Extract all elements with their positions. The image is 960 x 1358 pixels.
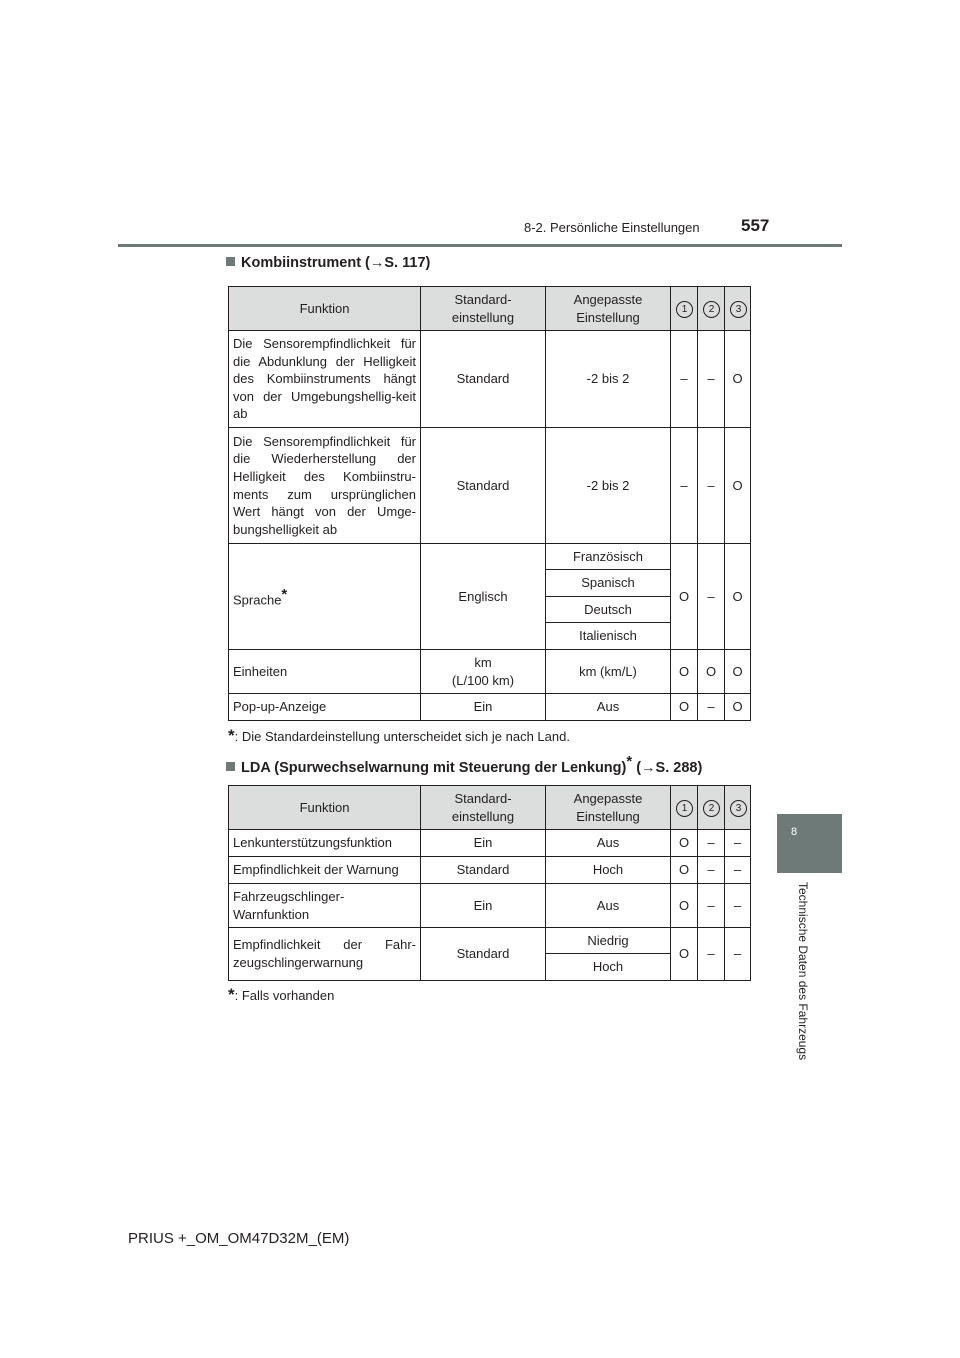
table-row bbox=[229, 650, 751, 694]
cell-funktion bbox=[229, 544, 421, 650]
square-bullet-icon bbox=[226, 762, 235, 771]
cell-funktion: Fahrzeugschlinger- Warnfunktion bbox=[229, 884, 421, 928]
chapter-tab bbox=[777, 814, 842, 873]
cell-option: Deutsch bbox=[546, 597, 671, 623]
section-heading-text: LDA (Spurwechselwarnung mit Steuerung der Lenkung) bbox=[241, 759, 627, 776]
col-header-1 bbox=[671, 786, 698, 830]
cell-funktion: Einheiten bbox=[229, 650, 421, 694]
footnote-standard-setting bbox=[228, 726, 570, 746]
col-header-angepasst: Angepasste Einstellung bbox=[546, 786, 671, 830]
col-header-3 bbox=[725, 786, 751, 830]
document-code: PRIUS +_OM_OM47D32M_(EM) bbox=[128, 1230, 350, 1247]
section-heading-lda bbox=[226, 753, 702, 776]
circled-number-1: 1 bbox=[676, 301, 693, 318]
cell-angepasst: Aus bbox=[546, 694, 671, 721]
cell-option: Französisch bbox=[546, 544, 671, 570]
section-heading-text: Kombiinstrument (→S. 117) bbox=[241, 255, 431, 271]
cell-2: – bbox=[698, 830, 725, 857]
footnote-marker: * bbox=[626, 753, 633, 770]
cell-angepasst: Aus bbox=[546, 884, 671, 928]
cell-angepasst: -2 bis 2 bbox=[546, 331, 671, 428]
cell-funktion: Empfindlichkeit der Warnung bbox=[229, 857, 421, 884]
col-header-funktion: Funktion bbox=[229, 287, 421, 331]
table-row bbox=[229, 830, 751, 857]
cell-1: O bbox=[671, 884, 698, 928]
table-row bbox=[229, 428, 751, 544]
table-row bbox=[229, 884, 751, 928]
cell-2: – bbox=[698, 331, 725, 428]
page-number: 557 bbox=[741, 216, 770, 235]
cell-1: O bbox=[671, 857, 698, 884]
col-header-1 bbox=[671, 287, 698, 331]
circled-number-1: 1 bbox=[676, 800, 693, 817]
chapter-label: Technische Daten des Fahrzeugs bbox=[796, 882, 810, 1061]
footnote-marker: * bbox=[281, 585, 288, 603]
header-divider bbox=[118, 244, 842, 247]
cell-3: – bbox=[725, 884, 751, 928]
cell-2: – bbox=[698, 884, 725, 928]
table-row bbox=[229, 544, 751, 570]
cell-funktion: Pop-up-Anzeige bbox=[229, 694, 421, 721]
cell-1: O bbox=[671, 544, 698, 650]
table-row bbox=[229, 928, 751, 954]
circled-number-2: 2 bbox=[703, 301, 720, 318]
cell-3: O bbox=[725, 544, 751, 650]
cell-funktion: Lenkunterstützungsfunktion bbox=[229, 830, 421, 857]
col-header-standard: Standard- einstellung bbox=[421, 287, 546, 331]
cell-standard: Standard bbox=[421, 428, 546, 544]
cell-1: – bbox=[671, 428, 698, 544]
cell-angepasst: Aus bbox=[546, 830, 671, 857]
chapter-number: 8 bbox=[791, 826, 798, 838]
circled-number-3: 3 bbox=[730, 301, 747, 318]
cell-3: O bbox=[725, 694, 751, 721]
cell-3: O bbox=[725, 428, 751, 544]
cell-funktion-text: Sprache bbox=[233, 591, 282, 607]
cell-option: Hoch bbox=[546, 954, 671, 981]
cell-3: – bbox=[725, 857, 751, 884]
table-row bbox=[229, 857, 751, 884]
cell-standard: Standard bbox=[421, 857, 546, 884]
cell-standard: Ein bbox=[421, 884, 546, 928]
cell-3: O bbox=[725, 650, 751, 694]
circled-number-2: 2 bbox=[703, 800, 720, 817]
footnote-asterisk: * bbox=[228, 726, 235, 745]
settings-table-lda bbox=[228, 785, 751, 981]
cell-funktion: Die Sensorempfindlichkeit für die Abdunklung der Helligkeit des Kombiinstruments hängt von der Umgebungshellig-keit ab bbox=[229, 331, 421, 428]
cell-angepasst: km (km/L) bbox=[546, 650, 671, 694]
cell-3: – bbox=[725, 830, 751, 857]
cell-2: – bbox=[698, 857, 725, 884]
cell-2: – bbox=[698, 694, 725, 721]
footnote-asterisk: * bbox=[228, 985, 235, 1004]
table-header-row bbox=[229, 287, 751, 331]
cell-2: – bbox=[698, 928, 725, 981]
cell-standard: Ein bbox=[421, 694, 546, 721]
cell-1: – bbox=[671, 331, 698, 428]
cell-option: Italienisch bbox=[546, 623, 671, 650]
cell-angepasst: -2 bis 2 bbox=[546, 428, 671, 544]
cell-3: – bbox=[725, 928, 751, 981]
footnote-text: : Falls vorhanden bbox=[234, 988, 335, 1003]
col-header-funktion: Funktion bbox=[229, 786, 421, 830]
col-header-standard: Standard- einstellung bbox=[421, 786, 546, 830]
cell-option: Spanisch bbox=[546, 570, 671, 597]
table-header-row bbox=[229, 786, 751, 830]
col-header-3 bbox=[725, 287, 751, 331]
col-header-angepasst: Angepasste Einstellung bbox=[546, 287, 671, 331]
cell-standard: km (L/100 km) bbox=[421, 650, 546, 694]
settings-table-kombiinstrument bbox=[228, 286, 751, 721]
footnote-falls-vorhanden bbox=[228, 985, 334, 1005]
cell-option: Niedrig bbox=[546, 928, 671, 954]
cell-1: O bbox=[671, 830, 698, 857]
table-row bbox=[229, 331, 751, 428]
cell-1: O bbox=[671, 650, 698, 694]
square-bullet-icon bbox=[226, 257, 235, 266]
section-heading-ref: (→S. 288) bbox=[632, 759, 703, 776]
table-row bbox=[229, 694, 751, 721]
cell-2: – bbox=[698, 428, 725, 544]
cell-1: O bbox=[671, 694, 698, 721]
cell-standard: Standard bbox=[421, 331, 546, 428]
section-heading-kombiinstrument bbox=[226, 255, 430, 271]
cell-funktion: Die Sensorempfindlichkeit für die Wiederherstellung der Helligkeit des Kombiinstru-ments zum ursprünglichen Wert hängt von der Umge-bungshelligkeit ab bbox=[229, 428, 421, 544]
cell-3: O bbox=[725, 331, 751, 428]
cell-angepasst: Hoch bbox=[546, 857, 671, 884]
cell-funktion: Empfindlichkeit der Fahr-zeugschlingerwarnung bbox=[229, 928, 421, 981]
footnote-text: : Die Standardeinstellung unterscheidet sich je nach Land. bbox=[234, 729, 570, 744]
col-header-2 bbox=[698, 287, 725, 331]
cell-2: – bbox=[698, 544, 725, 650]
cell-1: O bbox=[671, 928, 698, 981]
cell-standard: Ein bbox=[421, 830, 546, 857]
col-header-2 bbox=[698, 786, 725, 830]
cell-2: O bbox=[698, 650, 725, 694]
cell-standard: Standard bbox=[421, 928, 546, 981]
header-section-title: 8-2. Persönliche Einstellungen bbox=[524, 220, 700, 235]
circled-number-3: 3 bbox=[730, 800, 747, 817]
cell-standard: Englisch bbox=[421, 544, 546, 650]
